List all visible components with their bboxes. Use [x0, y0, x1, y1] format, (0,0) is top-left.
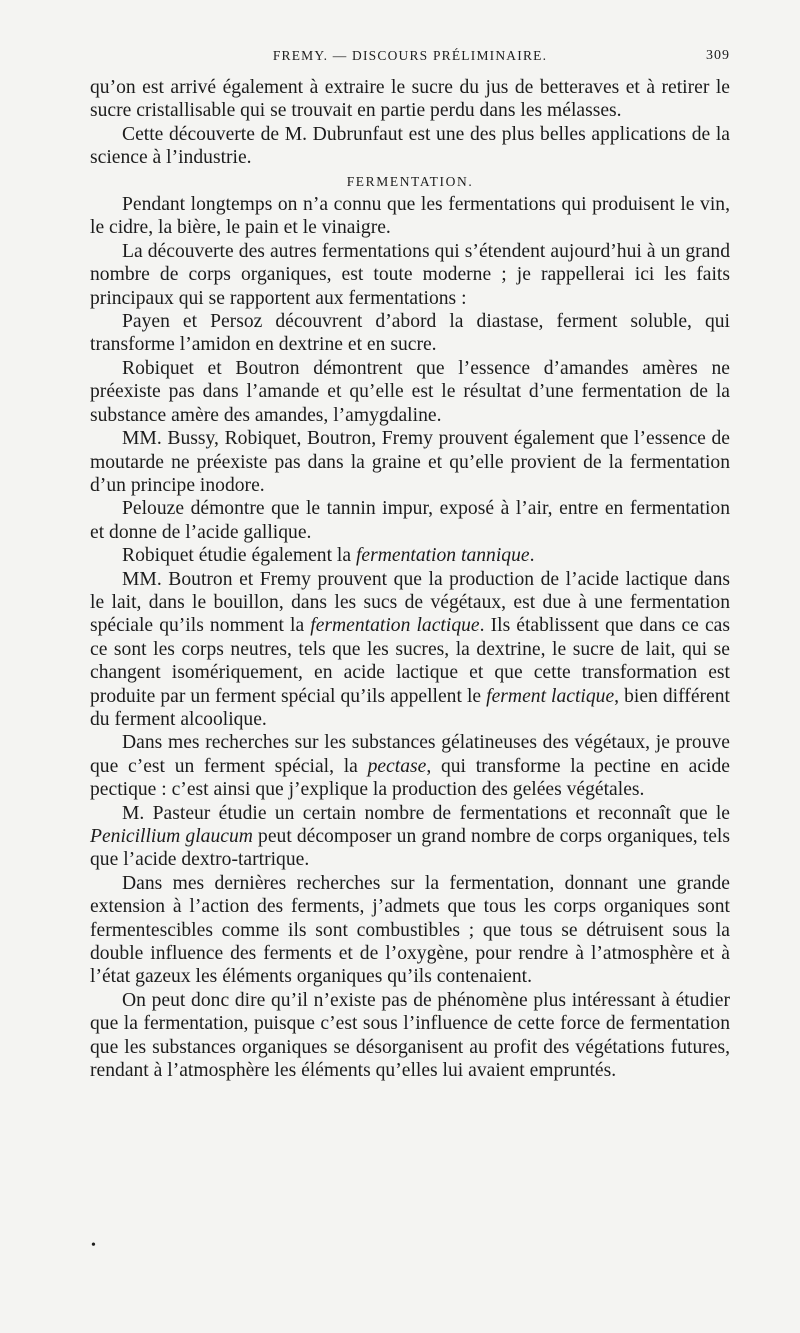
italic-term: Penicillium glaucum	[90, 826, 253, 847]
text-body	[90, 76, 730, 1082]
paragraph: Pendant longtemps on n’a connu que les fermentations qui produisent le vin, le cidre, la bière, le pain et le vinaigre.	[90, 194, 730, 239]
paragraph: Robiquet et Boutron démontrent que l’essence d’amandes amères ne préexiste pas dans l’amande et qu’elle est le résultat d’une fermentation de la substance amère des amandes, l’amygdaline.	[90, 357, 730, 426]
italic-term: ferment lactique	[486, 685, 615, 707]
paragraph: MM. Boutron et Fremy prouvent que la production de l’acide lactique dans le lait, dans le bouillon, dans les sucs de végétaux, est due à une fermentation spéciale qu’ils nomment la fermentation lactique. Ils établissent que dans ce cas ce sont les corps neutres, tels que les sucres, la dextrine, le sucre de lait, qui se changent isomériquement, en acide lactique et que cette transformation est produite par un ferment spécial qu’ils appellent le ferment lactique, bien différent du ferment alcoolique.	[90, 568, 730, 730]
paragraph: On peut donc dire qu’il n’existe pas de phénomène plus intéressant à étudier que la fermentation, puisque c’est sous l’influence de cette force de fermentation que les substances organiques se désorganisent au profit des végétations futures, rendant à l’atmosphère les éléments qu’elles lui avaient empruntés.	[90, 989, 730, 1082]
italic-term: fermentation tannique	[355, 545, 530, 567]
paragraph: Payen et Persoz découvrent d’abord la diastase, ferment soluble, qui transforme l’amidon en dextrine et en sucre.	[90, 311, 730, 356]
paragraph: MM. Bussy, Robiquet, Boutron, Fremy prouvent également que l’essence de moutarde ne préexiste pas dans la graine et qu’elle provient de la fermentation d’un principe inodore.	[90, 428, 730, 496]
paragraph: La découverte des autres fermentations qui s’étendent aujourd’hui à un grand nombre de corps organiques, est toute moderne ; je rappellerai ici les faits principaux qui se rapportent aux fermentations :	[90, 240, 730, 309]
page-number: 309	[706, 48, 730, 63]
printer-mark: •	[91, 1238, 96, 1253]
italic-term: fermentation lactique	[310, 615, 480, 637]
running-title: FREMY. — DISCOURS PRÉLIMINAIRE.	[272, 48, 548, 63]
running-header	[90, 48, 730, 68]
paragraph: Pelouze démontre que le tannin impur, exposé à l’air, entre en fermentation et donne de l’acide gallique.	[90, 498, 730, 543]
paragraph: Cette découverte de M. Dubrunfaut est une des plus belles applications de la science à l’industrie.	[90, 123, 730, 169]
paragraph: Dans mes dernières recherches sur la fermentation, donnant une grande extension à l’action des ferments, j’admets que tous les corps organiques sont fermentescibles comme ils sont combustibles ; que tous se détruisent sous la double influence des ferments et de l’oxygène, pour rendre à l’atmosphère et à l’état gazeux les éléments organiques qu’ils contenaient.	[90, 872, 730, 988]
paragraph: qu’on est arrivé également à extraire le sucre du jus de betteraves et à retirer le sucre cristallisable qui se trouvait en partie perdu dans les mélasses.	[90, 77, 730, 122]
section-title: FERMENTATION.	[346, 173, 474, 189]
italic-term: pectase	[367, 755, 427, 777]
paragraph: Dans mes recherches sur les substances gélatineuses des végétaux, je prouve que c’est un ferment spécial, la pectase, qui transforme la pectine en acide pectique : c’est ainsi que j’explique la production des gelées végétales.	[90, 732, 730, 801]
paragraph: M. Pasteur étudie un certain nombre de fermentations et reconnaît que le Penicillium glaucum peut décomposer un grand nombre de corps organiques, tels que l’acide dextro-tartrique.	[90, 802, 730, 871]
paragraph: Robiquet étudie également la fermentation tannique.	[122, 545, 535, 567]
